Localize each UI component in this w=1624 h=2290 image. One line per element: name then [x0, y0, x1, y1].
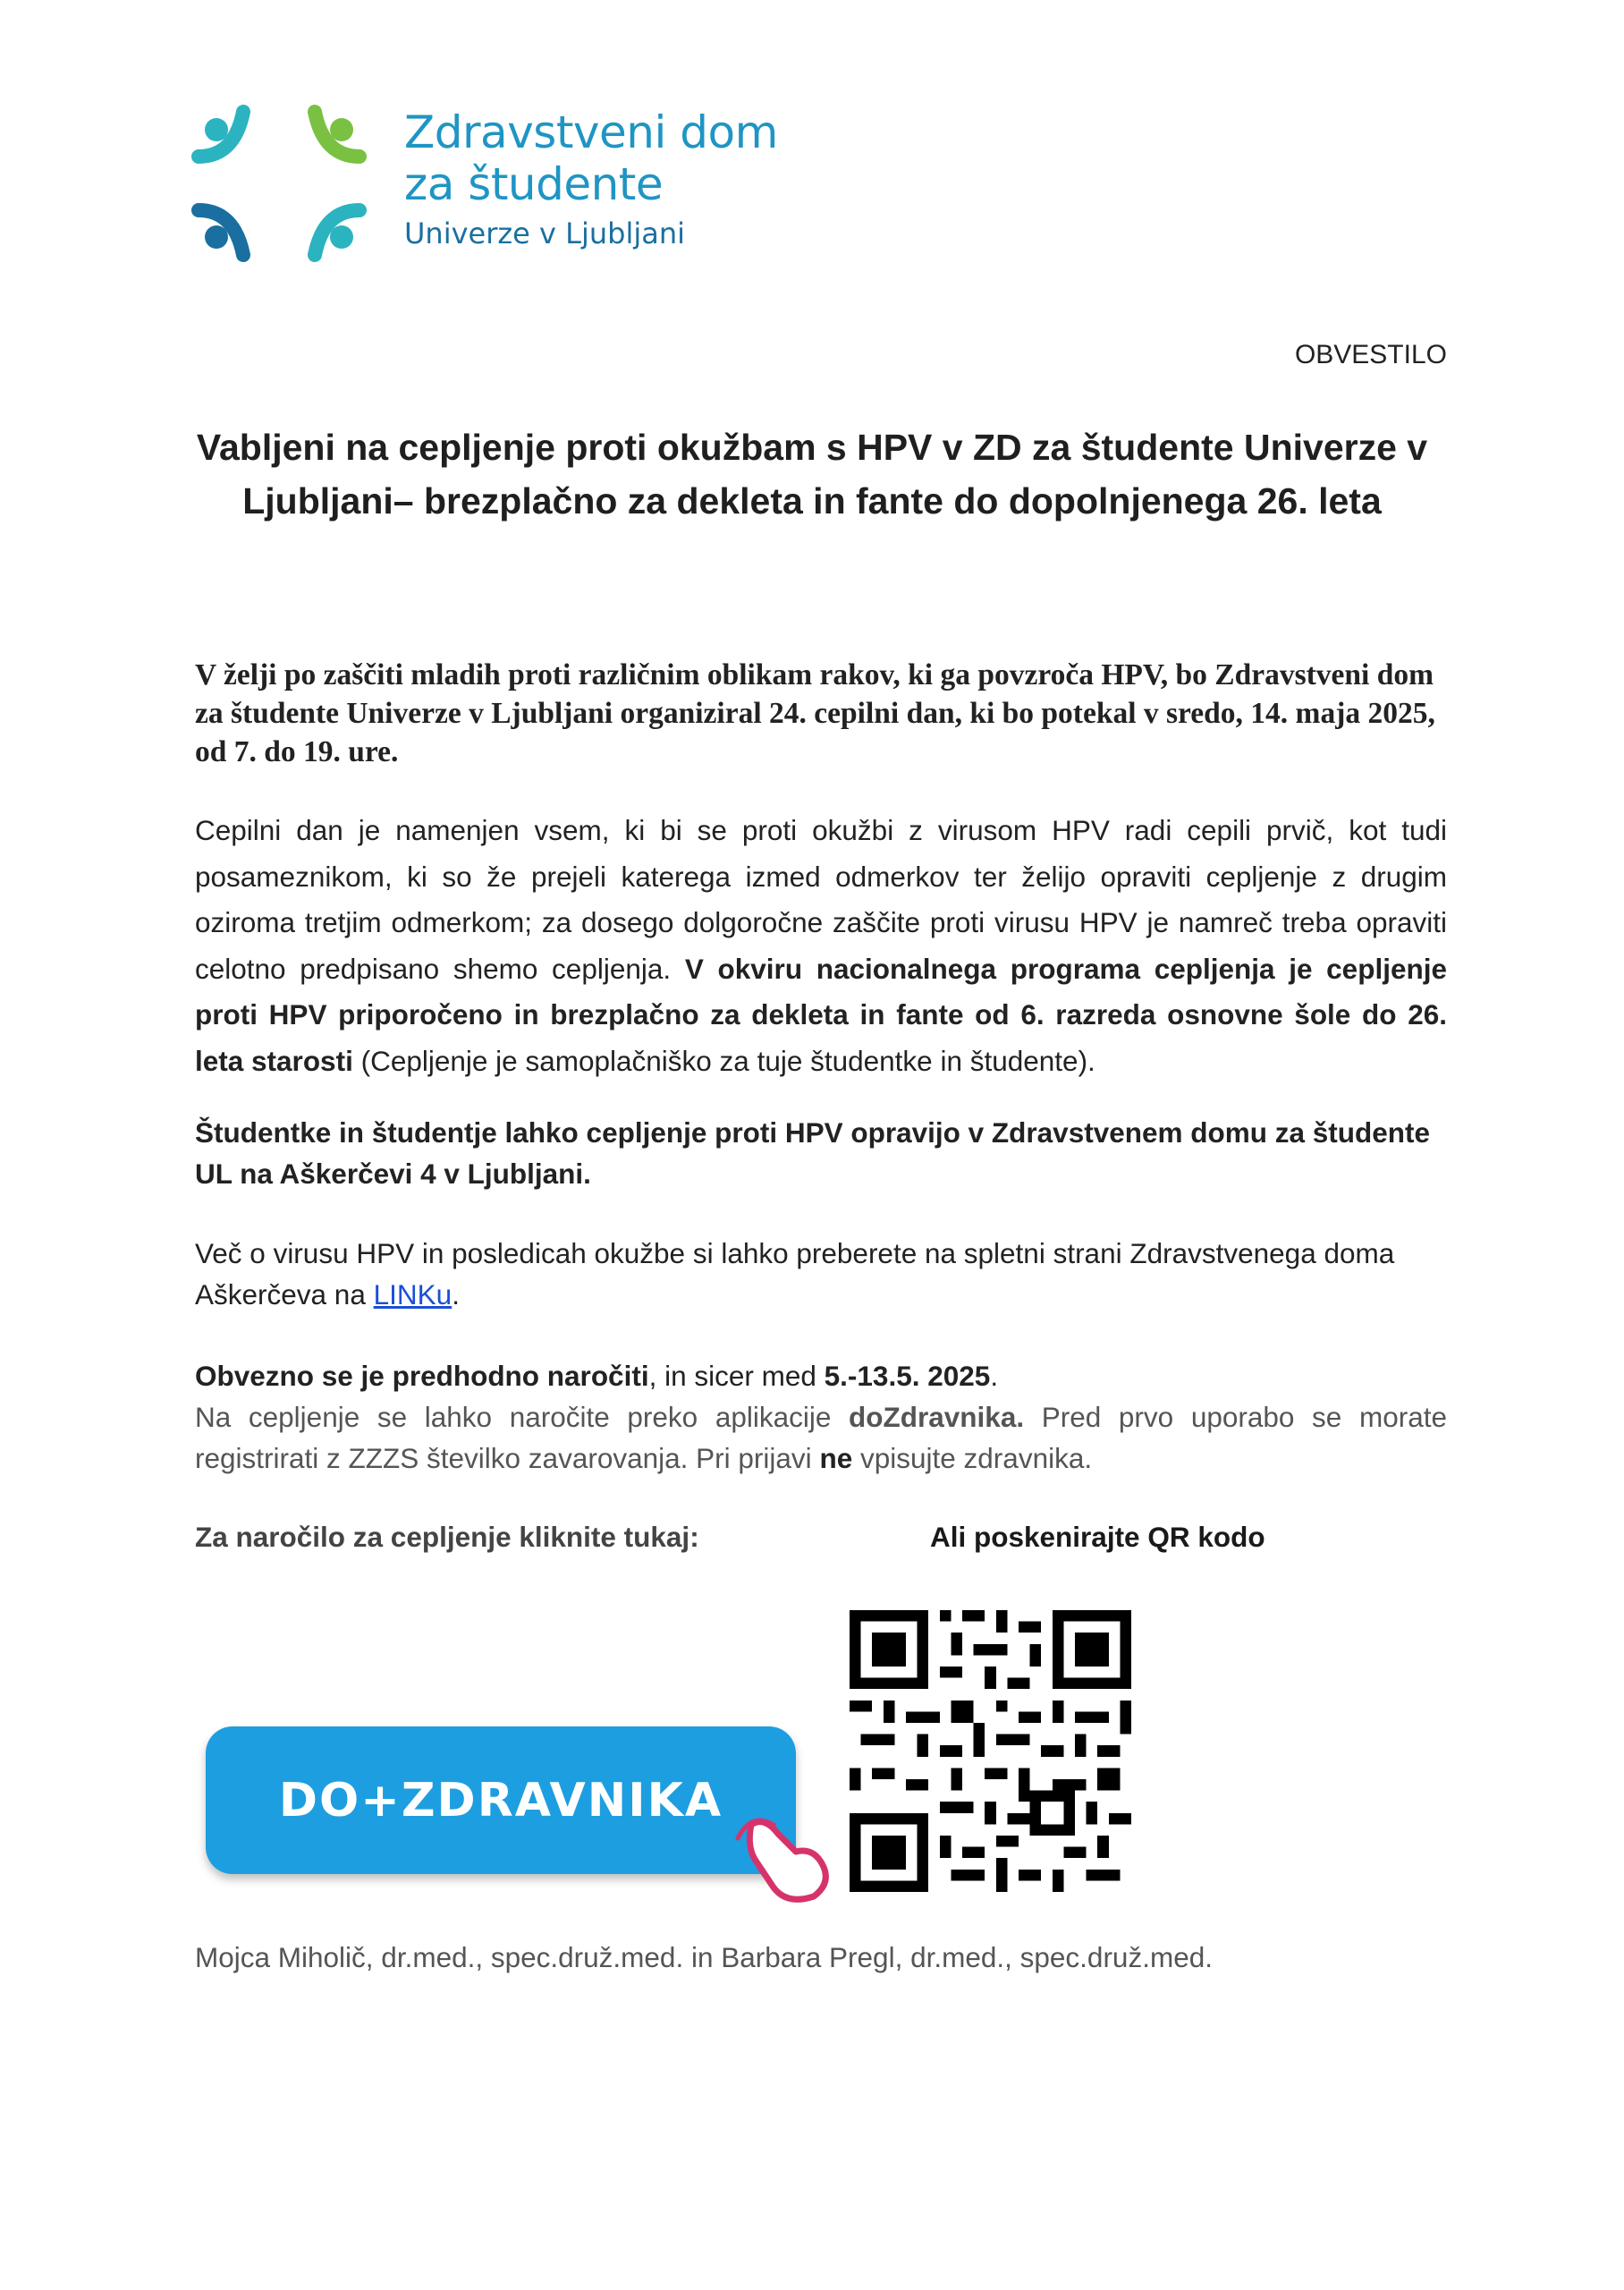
lead-paragraph: V želji po zaščiti mladih proti različnim oblikam rakov, ki ga povzroča HPV, bo Zdravstveni dom za študente Univerze v Ljubljani organiziral 24. cepilni dan, ki bo potekal v sredo, 14. maja 2025, od 7. do 19. ure. [195, 658, 1435, 768]
paragraph-vaccination-day [195, 808, 1447, 1084]
organization-logo [190, 94, 816, 273]
booking-app-name: doZdravnika. [849, 1401, 1025, 1433]
info-link[interactable]: LINKu [373, 1278, 453, 1310]
dozdravnika-button-label: DO+ZDRAVNIKA [278, 1773, 723, 1828]
p3-text: Več o virusu HPV in posledicah okužbe si lahko preberete na spletni strani Zdravstvenega doma Aškerčeva na [195, 1237, 1395, 1310]
qr-label: Ali poskenirajte QR kodo [930, 1521, 1265, 1553]
logo-line1: Zdravstveni dom [404, 106, 778, 158]
p1-text: Cepilni dan je namenjen vsem, ki bi se proti okužbi z virusom HPV radi cepili prvič, kot tudi posameznikom, ki so že prejeli katerega izmed odmerkov ter želijo opraviti cepljenje z drugim oziroma tretjim odmerkom; za dosego dolgoročne zaščite proti virusu HPV je namreč treba opraviti celotno predpisano shemo cepljenja. [195, 814, 1447, 985]
logo-mark-icon [190, 94, 368, 273]
paragraph-more-info [195, 1233, 1447, 1315]
paragraph-location: Študentke in študentje lahko cepljenje proti HPV opravijo v Zdravstvenem domu za študente UL na Aškerčevi 4 v Ljubljani. [195, 1116, 1431, 1190]
booking-required: Obvezno se je predhodno naročiti [195, 1360, 649, 1392]
booking-line1 [195, 1355, 1447, 1396]
signature-line: Mojca Miholič, dr.med., spec.druž.med. in Barbara Pregl, dr.med., spec.druž.med. [195, 1941, 1213, 1973]
notice-label: OBVESTILO [1294, 340, 1447, 369]
pointer-hand-icon [733, 1807, 841, 1905]
dozdravnika-button[interactable] [206, 1726, 796, 1874]
booking-text4: vpisujte zdravnika. [859, 1442, 1093, 1474]
booking-text3: Pred prvo uporabo se morate registrirati z ZZZS številko zavarovanja. Pri prijavi [195, 1401, 1447, 1474]
qr-code-icon [850, 1610, 1131, 1892]
booking-text2: Na cepljenje se lahko naročite preko aplikacije [195, 1401, 832, 1433]
booking-text1: , in sicer med [648, 1360, 816, 1392]
p3-tail: . [452, 1278, 460, 1310]
booking-dates: 5.-13.5. 2025 [824, 1360, 991, 1392]
booking-line2 [195, 1396, 1447, 1479]
order-label: Za naročilo za cepljenje kliknite tukaj: [195, 1521, 699, 1553]
page-title: Vabljeni na cepljenje proti okužbam s HPV v ZD za študente Univerze v Ljubljani– brezplačno za dekleta in fante do dopolnjenega 26. leta [196, 427, 1428, 522]
booking-dot: . [990, 1360, 999, 1392]
paragraph-booking [195, 1355, 1447, 1479]
logo-line3: Univerze v Ljubljani [404, 216, 686, 250]
p1-bold-text: V okviru nacionalnega programa cepljenja je cepljenje proti HPV priporočeno in brezplačno za dekleta in fante od 6. razreda osnovne šole do 26. leta starosti [195, 952, 1447, 1077]
booking-ne: ne [819, 1442, 853, 1474]
logo-line2: za študente [404, 158, 664, 210]
p1-tail-text: (Cepljenje je samoplačniško za tuje študentke in študente). [360, 1044, 1095, 1077]
logo-text [404, 106, 778, 253]
